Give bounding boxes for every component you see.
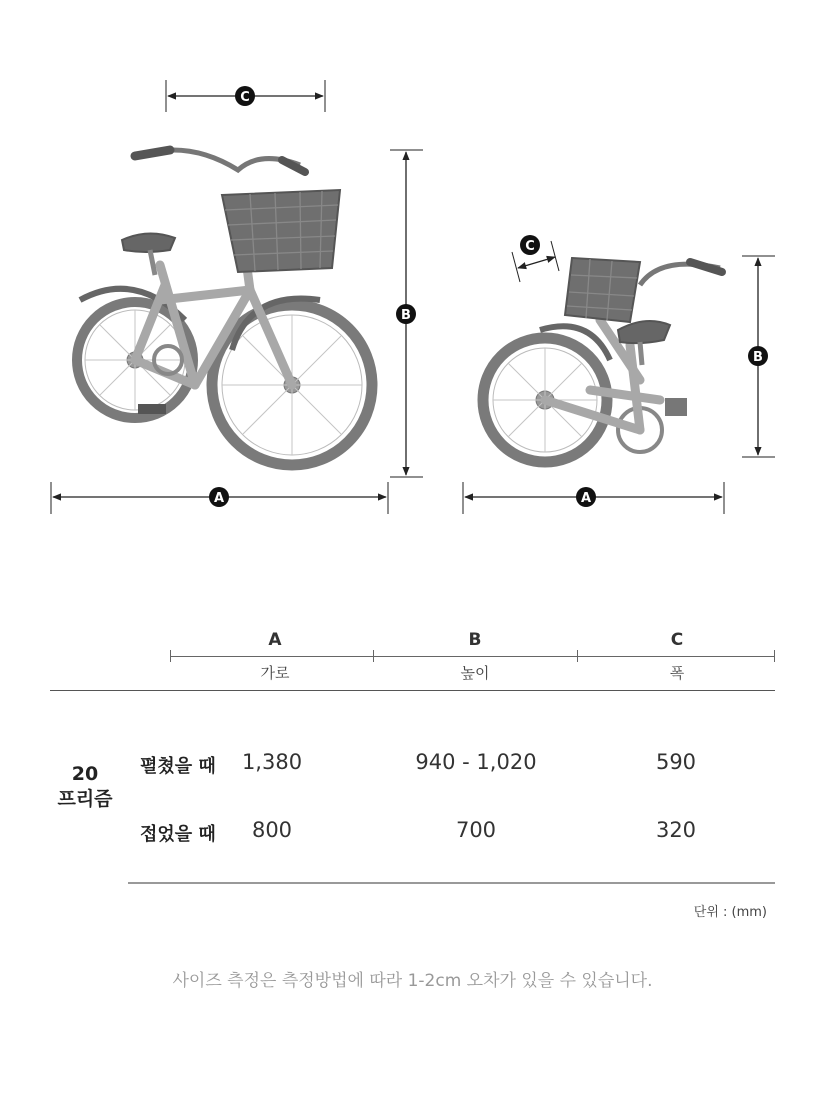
measurement-note: 사이즈 측정은 측정방법에 따라 1-2cm 오차가 있을 수 있습니다. xyxy=(172,971,653,991)
dimension-marker-a-right-label: A xyxy=(580,491,592,506)
cell-folded-c: 320 xyxy=(655,818,697,842)
header-divider xyxy=(50,690,775,691)
header-tick xyxy=(774,650,775,662)
dimension-a-left xyxy=(51,482,388,514)
model-size: 20 xyxy=(71,763,99,785)
cell-unfolded-b: 940 - 1,020 xyxy=(415,750,537,774)
dimension-c-right xyxy=(512,235,559,282)
folded-bike-illustration xyxy=(483,258,722,462)
cell-unfolded-a: 1,380 xyxy=(241,750,303,774)
row-label-folded: 접었을 때 xyxy=(140,824,216,845)
header-dimension-line xyxy=(170,656,775,657)
dimension-a-right xyxy=(463,482,724,514)
row-label-unfolded: 펼쳤을 때 xyxy=(140,756,216,777)
dimension-b-left xyxy=(390,150,423,477)
dimension-b-right xyxy=(742,256,775,457)
column-header-b: B xyxy=(468,630,482,650)
dimension-marker-a-label: A xyxy=(213,491,225,506)
cell-folded-b: 700 xyxy=(455,818,497,842)
dimension-marker-c-label: C xyxy=(240,90,250,105)
column-header-c: C xyxy=(670,630,684,650)
header-tick xyxy=(577,650,578,662)
column-header-a: A xyxy=(268,630,282,650)
model-name xyxy=(45,762,125,812)
dimension-marker-b-label: B xyxy=(401,308,411,323)
model-series: 프리즘 xyxy=(57,788,113,810)
table-bottom-divider xyxy=(128,882,775,884)
unfolded-bike-illustration xyxy=(77,150,372,465)
column-label-b: 높이 xyxy=(460,664,490,682)
cell-unfolded-c: 590 xyxy=(655,750,697,774)
dimension-c-left xyxy=(166,80,325,112)
header-tick xyxy=(170,650,171,662)
unit-label: 단위 : (mm) xyxy=(693,905,767,920)
dimension-marker-c-right-label: C xyxy=(525,239,535,254)
header-tick xyxy=(373,650,374,662)
cell-folded-a: 800 xyxy=(251,818,293,842)
column-label-c: 폭 xyxy=(669,664,685,682)
column-label-a: 가로 xyxy=(260,664,290,682)
dimension-marker-b-right-label: B xyxy=(753,350,763,365)
